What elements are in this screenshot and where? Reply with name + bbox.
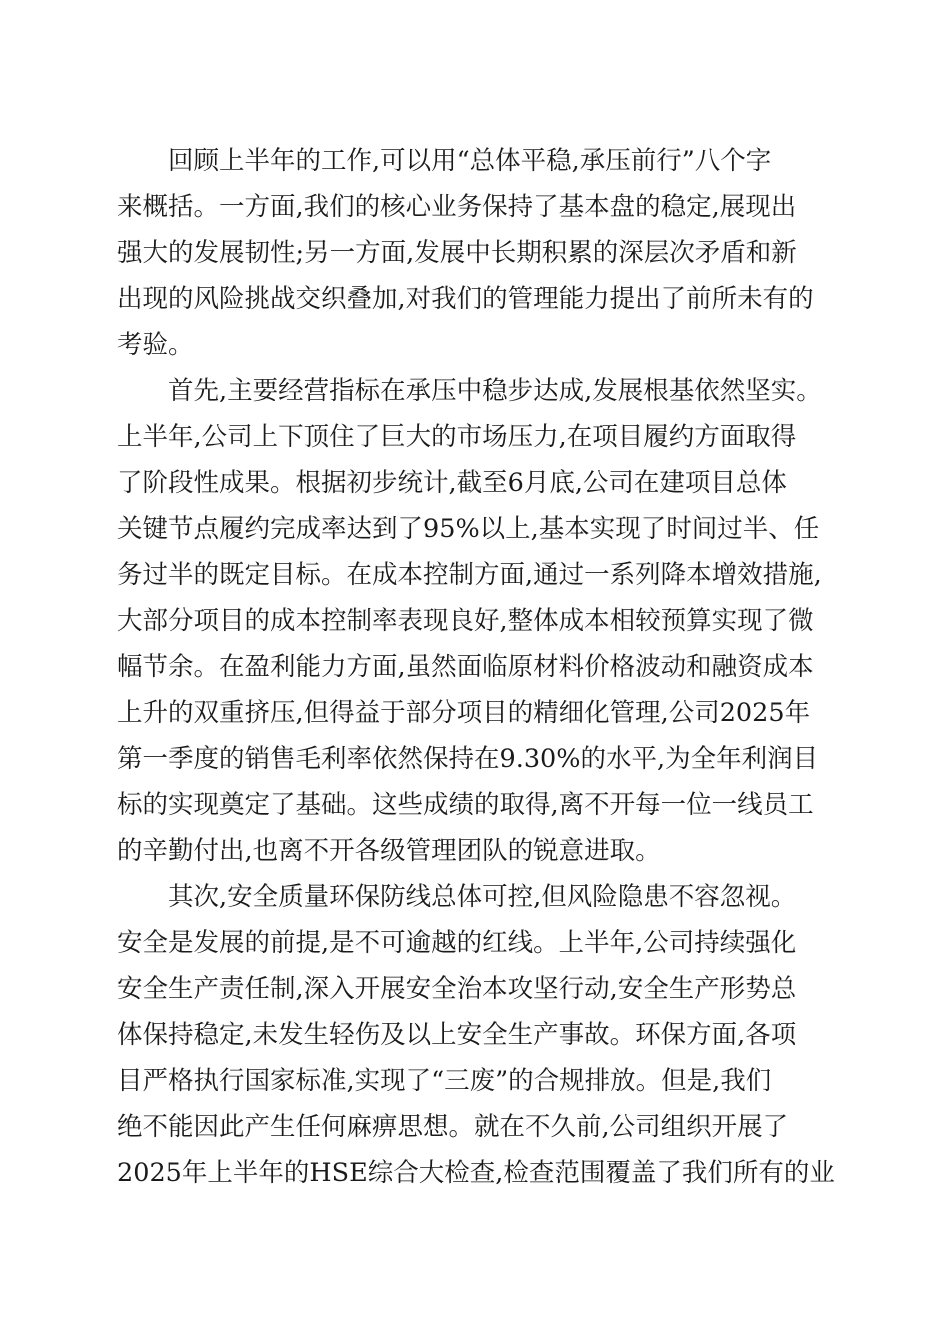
text-line: 上半年,公司上下顶住了巨大的市场压力,在项目履约方面取得 (117, 422, 797, 452)
text-line: 大部分项目的成本控制率表现良好,整体成本相较预算实现了微 (117, 606, 814, 636)
text-line: 上升的双重挤压,但得益于部分项目的精细化管理,公司2025年 (117, 698, 811, 728)
text-line: 安全是发展的前提,是不可逾越的红线。上半年,公司持续强化 (117, 928, 797, 958)
text-line: 出现的风险挑战交织叠加,对我们的管理能力提出了前所未有的 (117, 284, 814, 314)
paragraph-safety-quality (117, 874, 837, 1196)
text-line: 2025年上半年的HSE综合大检查,检查范围覆盖了我们所有的业 (117, 1158, 835, 1188)
text-line: 绝不能因此产生任何麻痹思想。就在不久前,公司组织开展了 (117, 1112, 789, 1142)
text-line: 体保持稳定,未发生轻伤及以上安全生产事故。环保方面,各项 (117, 1020, 797, 1050)
document-body (117, 138, 837, 1196)
text-line: 首先,主要经营指标在承压中稳步达成,发展根基依然坚实。 (168, 376, 822, 406)
text-line: 了阶段性成果。根据初步统计,截至6月底,公司在建项目总体 (117, 468, 787, 498)
paragraph-operating-indicators (117, 368, 837, 874)
text-line: 目严格执行国家标准,实现了“三废”的合规排放。但是,我们 (117, 1066, 772, 1096)
text-line: 第一季度的销售毛利率依然保持在9.30%的水平,为全年利润目 (117, 744, 819, 774)
text-line: 安全生产责任制,深入开展安全治本攻坚行动,安全生产形势总 (117, 974, 797, 1004)
paragraph-review-summary (117, 138, 837, 368)
text-line: 关键节点履约完成率达到了95%以上,基本实现了时间过半、任 (117, 514, 820, 544)
text-line: 幅节余。在盈利能力方面,虽然面临原材料价格波动和融资成本 (117, 652, 814, 682)
text-line: 来概括。一方面,我们的核心业务保持了基本盘的稳定,展现出 (117, 192, 797, 222)
text-line: 强大的发展韧性;另一方面,发展中长期积累的深层次矛盾和新 (117, 238, 797, 268)
text-line: 其次,安全质量环保防线总体可控,但风险隐患不容忽视。 (168, 882, 797, 912)
text-line: 务过半的既定目标。在成本控制方面,通过一系列降本增效措施, (117, 560, 822, 590)
text-line: 的辛勤付出,也离不开各级管理团队的锐意进取。 (117, 836, 661, 866)
text-line: 标的实现奠定了基础。这些成绩的取得,离不开每一位一线员工 (117, 790, 814, 820)
text-line: 回顾上半年的工作,可以用“总体平稳,承压前行”八个字 (168, 146, 772, 176)
text-line: 考验。 (117, 330, 194, 360)
